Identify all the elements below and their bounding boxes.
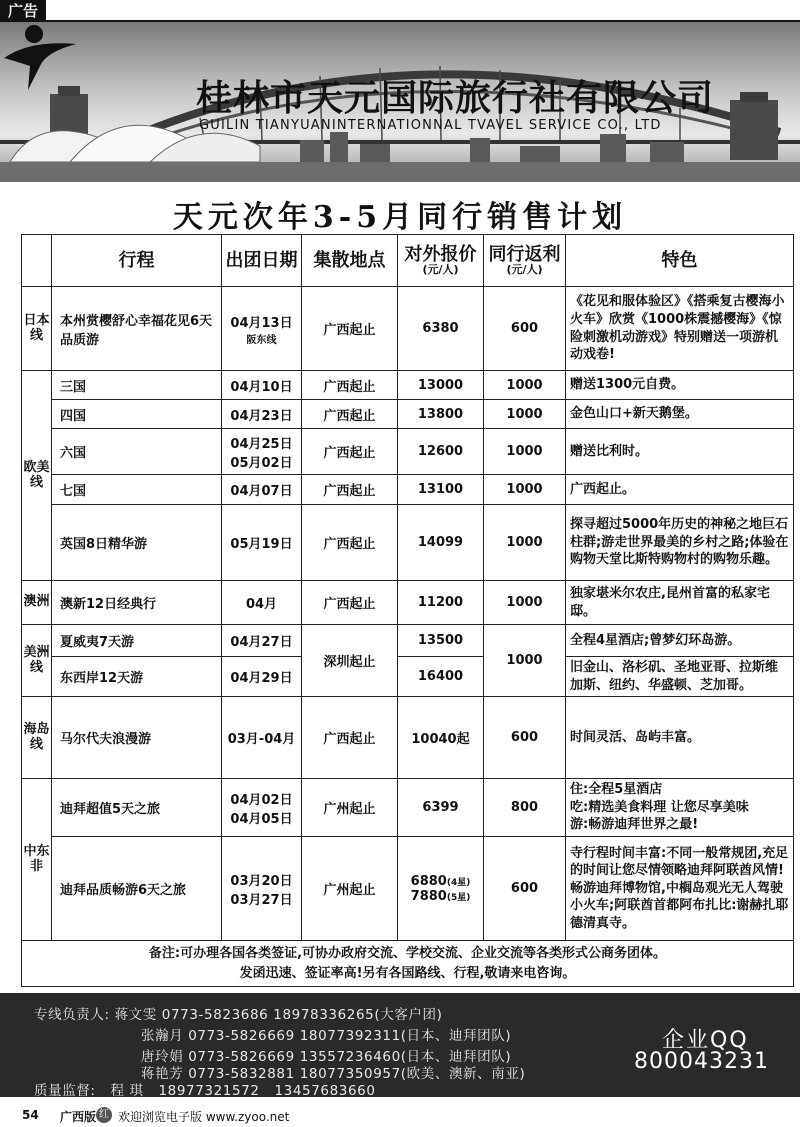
price-cell: 13100	[398, 475, 484, 505]
contact-mobile[interactable]: 18978336265	[273, 1007, 375, 1023]
meet-cell: 广州起止	[302, 779, 398, 837]
contact-phone[interactable]: 0773-5832881	[188, 1066, 295, 1082]
feature-cell: 探寻超过5000年历史的神秘之地巨石柱群;游走世界最美的乡村之路;体验在购物天堂比斯特购物村的购物乐趣。	[566, 505, 794, 581]
date-cell	[222, 837, 302, 941]
route-cell: 东西岸12天游	[52, 657, 222, 697]
contact-row	[141, 1024, 511, 1044]
header-route: 行程	[52, 235, 222, 287]
header-date: 出团日期	[222, 235, 302, 287]
price-cell: 6380	[398, 287, 484, 371]
rebate-cell: 1000	[484, 625, 566, 697]
company-name-en: GUILIN TIANYUANINTERNATIONNAL TVAVEL SERVICE CO., LTD	[199, 118, 662, 133]
supervisor-label: 质量监督:	[34, 1083, 96, 1099]
route-cell: 迪拜品质畅游6天之旅	[52, 837, 222, 941]
date-note: 阪东线	[246, 334, 277, 346]
contact-mobile[interactable]: 18077350957	[299, 1066, 401, 1082]
date-cell	[222, 779, 302, 837]
route-cell: 六国	[52, 429, 222, 475]
rebate-cell: 1000	[484, 371, 566, 400]
company-name-cn: 桂林市天元国际旅行社有限公司	[196, 78, 715, 119]
price-cell: 10040起	[398, 697, 484, 779]
table-row	[22, 400, 794, 429]
price-value: 6880	[410, 873, 447, 889]
date-value: 04月25日	[230, 436, 293, 452]
contact-phone[interactable]: 0773-5823686	[161, 1007, 269, 1023]
meet-cell: 广西起止	[302, 697, 398, 779]
date-value: 04月02日	[230, 792, 293, 808]
ad-tag: 广告	[0, 0, 46, 22]
route-cell: 澳新12日经典行	[52, 581, 222, 625]
table-header	[22, 235, 794, 287]
contact-mobile[interactable]: 18077392311	[299, 1028, 401, 1044]
table-row	[22, 779, 794, 837]
price-note: (4星)	[446, 877, 471, 888]
company-logo-icon	[0, 22, 80, 92]
route-cell: 四国	[52, 400, 222, 429]
region-australia: 澳洲	[22, 581, 52, 625]
table-row	[22, 625, 794, 657]
route-cell: 夏威夷7天游	[52, 625, 222, 657]
contact-name: 蒋文雯	[114, 1007, 157, 1023]
feature-cell: 广西起止。	[566, 475, 794, 505]
rebate-cell: 1000	[484, 400, 566, 429]
table-row	[22, 697, 794, 779]
price-cell: 13500	[398, 625, 484, 657]
contact-name: 张瀚月	[141, 1028, 184, 1044]
contact-panel	[0, 993, 800, 1097]
contact-note: (大客户团)	[374, 1007, 443, 1023]
header-price-label: 对外报价	[404, 243, 477, 265]
date-cell: 05月19日	[222, 505, 302, 581]
rebate-cell: 800	[484, 779, 566, 837]
feature-cell: 时间灵活、岛屿丰富。	[566, 697, 794, 779]
route-cell: 三国	[52, 371, 222, 400]
date-cell: 03月-04月	[222, 697, 302, 779]
meet-cell: 广西起止	[302, 429, 398, 475]
price-cell: 11200	[398, 581, 484, 625]
region-mideast: 中东非	[22, 779, 52, 941]
route-cell: 马尔代夫浪漫游	[52, 697, 222, 779]
date-value-2: 03月27日	[230, 892, 293, 908]
meet-cell: 广西起止	[302, 371, 398, 400]
feature-cell	[566, 779, 794, 837]
price-cell	[398, 837, 484, 941]
price-cell: 12600	[398, 429, 484, 475]
contact-row	[34, 1003, 442, 1023]
meet-cell: 深圳起止	[302, 625, 398, 697]
date-cell: 04月	[222, 581, 302, 625]
meet-cell: 广西起止	[302, 400, 398, 429]
date-cell: 04月07日	[222, 475, 302, 505]
contact-note: (日本、迪拜团队)	[400, 1028, 512, 1044]
route-cell: 七国	[52, 475, 222, 505]
note-line-1: 备注:可办理各国各类签证,可协办政府交流、学校交流、企业交流等各类形式公商务团体。	[148, 946, 667, 962]
date-cell: 04月10日	[222, 371, 302, 400]
price-cell: 13000	[398, 371, 484, 400]
banner	[0, 22, 800, 182]
table-row	[22, 475, 794, 505]
page-number: 54	[22, 1108, 39, 1122]
feature-cell: 独家堪米尔农庄,昆州首富的私家宅邸。	[566, 581, 794, 625]
meet-cell: 广西起止	[302, 475, 398, 505]
contact-phone[interactable]: 0773-5826669	[188, 1049, 295, 1065]
feature-cell: 金色山口+新天鹅堡。	[566, 400, 794, 429]
header-price-unit: (元/人)	[422, 263, 459, 277]
header-feature: 特色	[566, 235, 794, 287]
rebate-cell: 600	[484, 287, 566, 371]
header-region	[22, 235, 52, 287]
contact-mobile[interactable]: 13557236460	[299, 1049, 401, 1065]
route-cell: 本州赏樱舒心幸福花见6天品质游	[52, 287, 222, 371]
table-row	[22, 581, 794, 625]
price-cell: 6399	[398, 779, 484, 837]
route-cell: 迪拜超值5天之旅	[52, 779, 222, 837]
date-cell	[222, 287, 302, 371]
price-cell: 13800	[398, 400, 484, 429]
header-rebate	[484, 235, 566, 287]
meet-cell: 广西起止	[302, 581, 398, 625]
meet-cell: 广州起止	[302, 837, 398, 941]
table-row	[22, 505, 794, 581]
feature-cell: 赠送比利时。	[566, 429, 794, 475]
header-meet: 集散地点	[302, 235, 398, 287]
date-value-2: 05月02日	[230, 455, 293, 471]
rebate-cell: 600	[484, 697, 566, 779]
publication-badge-icon: 红	[96, 1107, 112, 1123]
table-row	[22, 429, 794, 475]
qq-number[interactable]: 800043231	[634, 1049, 769, 1074]
table-row	[22, 657, 794, 697]
date-value: 03月20日	[230, 873, 293, 889]
date-value: 04月13日	[230, 315, 293, 331]
feature-cell: 旧金山、洛杉矶、圣地亚哥、拉斯维加斯、纽约、华盛顿、芝加哥。	[566, 657, 794, 697]
header-price	[398, 235, 484, 287]
price-value-2: 7880	[410, 888, 447, 904]
meet-cell: 广西起止	[302, 287, 398, 371]
date-cell	[222, 429, 302, 475]
plan-title: 天元次年3-5月同行销售计划	[172, 200, 628, 235]
rebate-cell: 1000	[484, 581, 566, 625]
table-row	[22, 371, 794, 400]
date-cell: 04月27日	[222, 625, 302, 657]
supervisor-mobile-2[interactable]: 13457683660	[274, 1083, 376, 1099]
region-island: 海岛线	[22, 697, 52, 779]
table-row	[22, 837, 794, 941]
date-value-2: 04月05日	[230, 811, 293, 827]
region-japan: 日本线	[22, 287, 52, 371]
supervisor-mobile[interactable]: 18977321572	[158, 1083, 260, 1099]
contact-note: (日本、迪拜团队)	[400, 1049, 512, 1065]
feature-cell: 《花见和服体验区》《搭乘复古樱海小火车》欣赏《1000株震撼樱海》《惊险刺激机动游戏》特别赠送一项游机动戏卷!	[566, 287, 794, 371]
supervisor-row	[34, 1079, 376, 1099]
route-cell: 英国8日精华游	[52, 505, 222, 581]
note-line-2: 发函迅速、签证率高!另有各国路线、行程,敬请来电咨询。	[239, 965, 576, 981]
feature-cell: 全程4星酒店;曾梦幻环岛游。	[566, 625, 794, 657]
feature-cell: 寺行程时间丰富:不同一般常规团,充足的时间让您尽情领略迪拜阿联酋风情!畅游迪拜博物馆,中榈岛观光无人驾驶小火车;阿联酋首都阿布扎比:谢赫扎耶德清真寺。	[566, 837, 794, 941]
header-rebate-unit: (元/人)	[506, 263, 543, 277]
price-cell: 14099	[398, 505, 484, 581]
feature-line: 游:畅游迪拜世界之最!	[570, 817, 699, 833]
feature-line: 住:全程5星酒店	[570, 782, 663, 798]
page-footer	[0, 1105, 800, 1127]
feature-line: 吃:精选美食料理 让您尽享美味	[570, 799, 749, 815]
contact-phone[interactable]: 0773-5826669	[188, 1028, 295, 1044]
publication-label: 广西版	[60, 1110, 97, 1124]
rebate-cell: 1000	[484, 505, 566, 581]
date-cell: 04月29日	[222, 657, 302, 697]
rebate-cell: 600	[484, 837, 566, 941]
note-row	[22, 941, 794, 987]
contact-note: (欧美、澳新、南亚)	[400, 1066, 526, 1082]
feature-cell: 赠送1300元自费。	[566, 371, 794, 400]
contact-name: 蒋艳芳	[141, 1066, 184, 1082]
rebate-cell: 1000	[484, 429, 566, 475]
rebate-cell: 1000	[484, 475, 566, 505]
meet-cell: 广西起止	[302, 505, 398, 581]
region-america: 美洲线	[22, 625, 52, 697]
sales-plan-table	[21, 234, 794, 987]
table-row	[22, 287, 794, 371]
date-cell: 04月23日	[222, 400, 302, 429]
region-europe: 欧美线	[22, 371, 52, 581]
contact-label: 专线负责人:	[34, 1007, 110, 1023]
supervisor-name: 程 琪	[110, 1083, 144, 1099]
header-rebate-label: 同行返利	[488, 243, 561, 265]
qq-label: 企业QQ	[662, 1028, 749, 1053]
price-cell: 16400	[398, 657, 484, 697]
note-cell	[22, 941, 794, 987]
contact-name: 唐玲娟	[141, 1049, 184, 1065]
website-link[interactable]: 欢迎浏览电子版 www.zyoo.net	[118, 1110, 290, 1124]
price-note-2: (5星)	[446, 892, 471, 903]
